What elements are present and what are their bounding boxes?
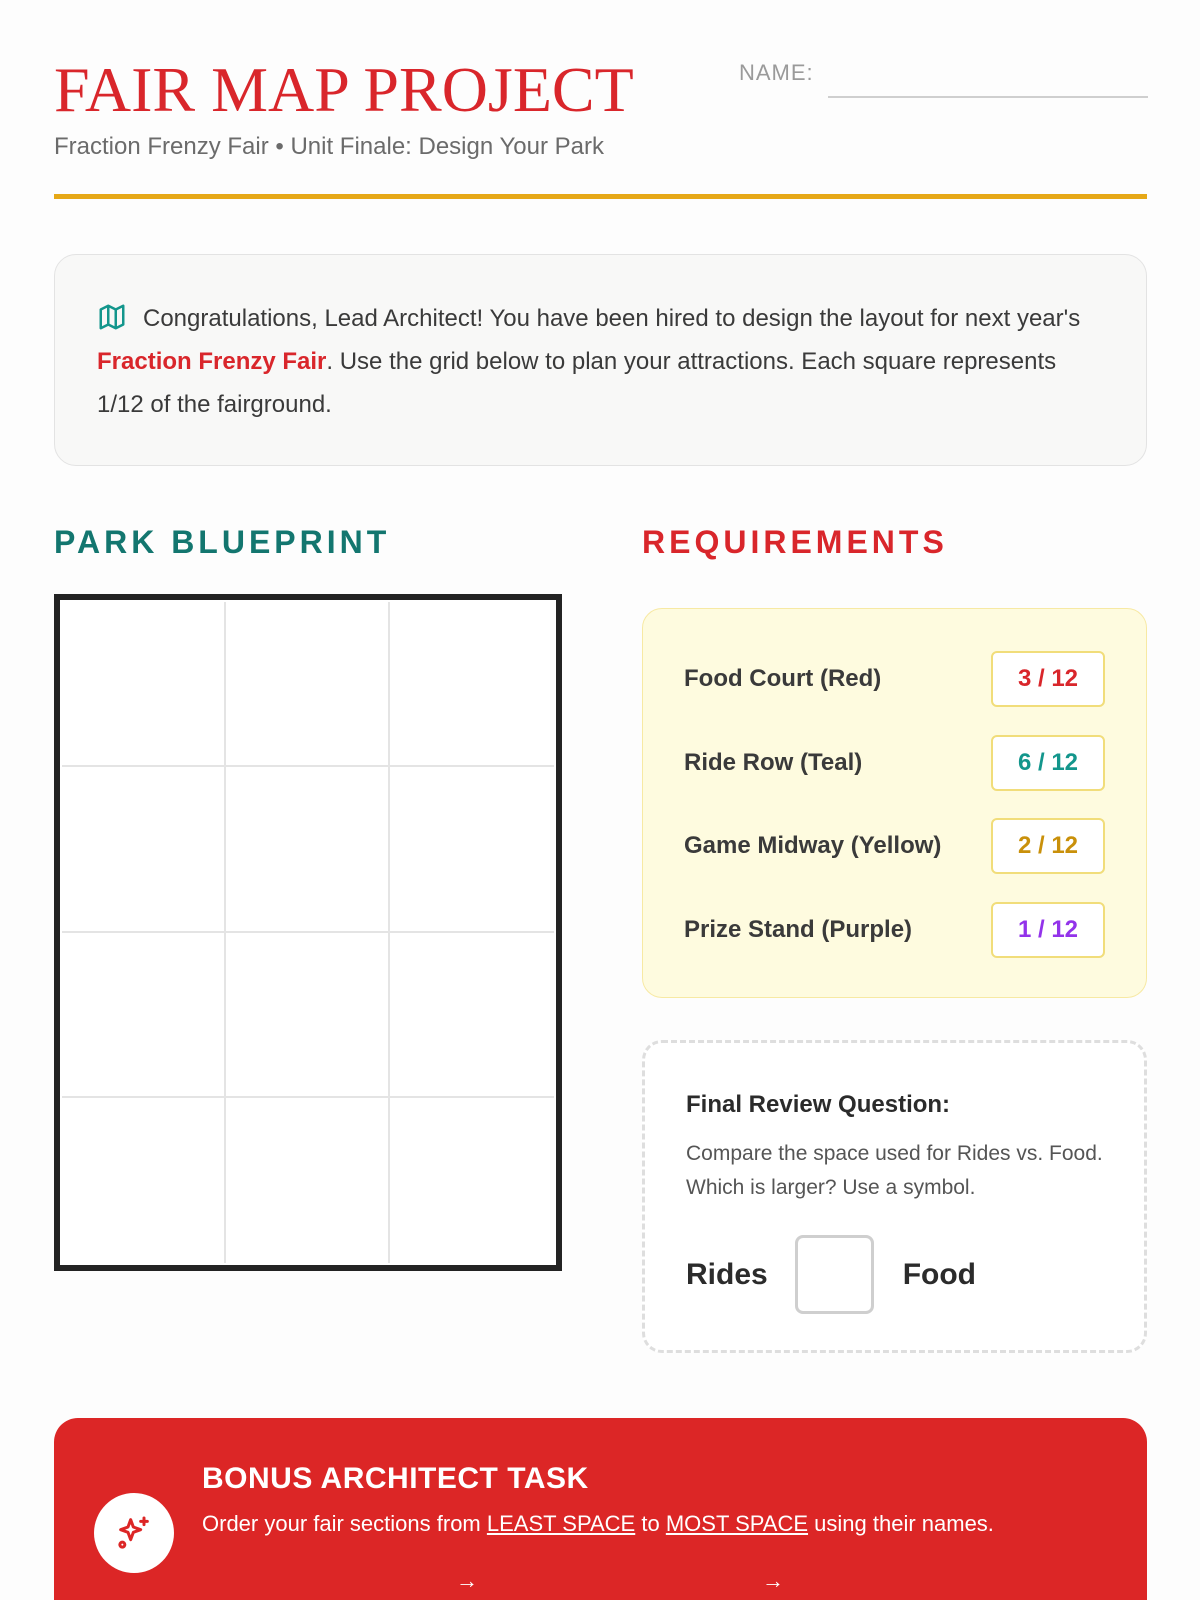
requirement-value-badge: 3 / 12	[991, 651, 1105, 707]
requirements-list	[642, 608, 1147, 998]
park-blueprint-grid	[54, 594, 562, 1271]
requirement-prize-stand	[684, 902, 1105, 958]
requirement-label: Game Midway (Yellow)	[684, 832, 942, 859]
review-title: Final Review Question:	[686, 1091, 951, 1118]
intro-text-start: Congratulations, Lead Architect! You have been hired to design the layout for next year's	[143, 305, 1081, 332]
symbol-answer-box[interactable]	[795, 1235, 874, 1314]
bonus-text-part: to	[635, 1511, 666, 1536]
requirement-label: Food Court (Red)	[684, 665, 882, 692]
grid-cell[interactable]	[226, 602, 390, 767]
grid-cell[interactable]	[390, 767, 554, 932]
blueprint-heading: PARK BLUEPRINT	[54, 524, 391, 560]
sparkle-icon	[94, 1493, 174, 1573]
rides-label: Rides	[686, 1257, 768, 1291]
requirement-value-badge: 1 / 12	[991, 902, 1105, 958]
bonus-text-part: Order your fair sections from	[202, 1511, 487, 1536]
grid-cell[interactable]	[390, 933, 554, 1098]
final-review-card	[642, 1040, 1147, 1353]
header	[54, 55, 1147, 161]
grid-cell[interactable]	[62, 933, 226, 1098]
fair-name-highlight: Fraction Frenzy Fair	[97, 348, 327, 375]
arrow-right-icon: →	[456, 1568, 478, 1593]
grid-cell[interactable]	[390, 1098, 554, 1263]
grid-cell[interactable]	[62, 767, 226, 932]
food-label: Food	[902, 1257, 977, 1291]
requirement-label: Ride Row (Teal)	[684, 748, 863, 776]
grid-cell[interactable]	[226, 933, 390, 1098]
requirement-food-court	[684, 651, 1105, 707]
map-icon	[97, 302, 127, 332]
name-field-group	[739, 60, 1148, 86]
bonus-text-part: using their names.	[808, 1511, 994, 1536]
bonus-task-banner	[54, 1418, 1147, 1600]
intro-text-end: . Use the grid below to plan your attractions. Each square represents 1/12 of the fairground.	[97, 348, 1057, 418]
grid-cell[interactable]	[62, 602, 226, 767]
grid-cell[interactable]	[62, 1098, 226, 1263]
page-title: FAIR MAP PROJECT	[54, 54, 634, 125]
bonus-title: BONUS ARCHITECT TASK	[202, 1462, 589, 1495]
name-label: NAME:	[739, 60, 814, 85]
header-divider	[54, 194, 1147, 199]
most-space-emphasis: MOST SPACE	[665, 1511, 809, 1536]
compare-row	[686, 1235, 1104, 1314]
requirement-ride-row	[684, 735, 1105, 791]
requirements-heading: REQUIREMENTS	[642, 524, 948, 560]
page-subtitle: Fraction Frenzy Fair • Unit Finale: Design Your Park	[54, 133, 604, 160]
intro-card	[54, 254, 1147, 466]
grid-cell[interactable]	[390, 602, 554, 767]
review-question: Compare the space used for Rides vs. Food. Which is larger? Use a symbol.	[686, 1142, 1103, 1199]
requirement-game-midway	[684, 818, 1105, 874]
grid-cell[interactable]	[226, 1098, 390, 1263]
least-space-emphasis: LEAST SPACE	[486, 1511, 636, 1536]
name-field[interactable]	[828, 96, 1148, 98]
requirement-value-badge: 2 / 12	[991, 818, 1105, 874]
bonus-instructions	[202, 1511, 994, 1537]
grid-cell[interactable]	[226, 767, 390, 932]
arrow-right-icon: →	[762, 1568, 784, 1593]
requirement-label: Prize Stand (Purple)	[684, 915, 913, 943]
requirement-value-badge: 6 / 12	[991, 735, 1105, 791]
